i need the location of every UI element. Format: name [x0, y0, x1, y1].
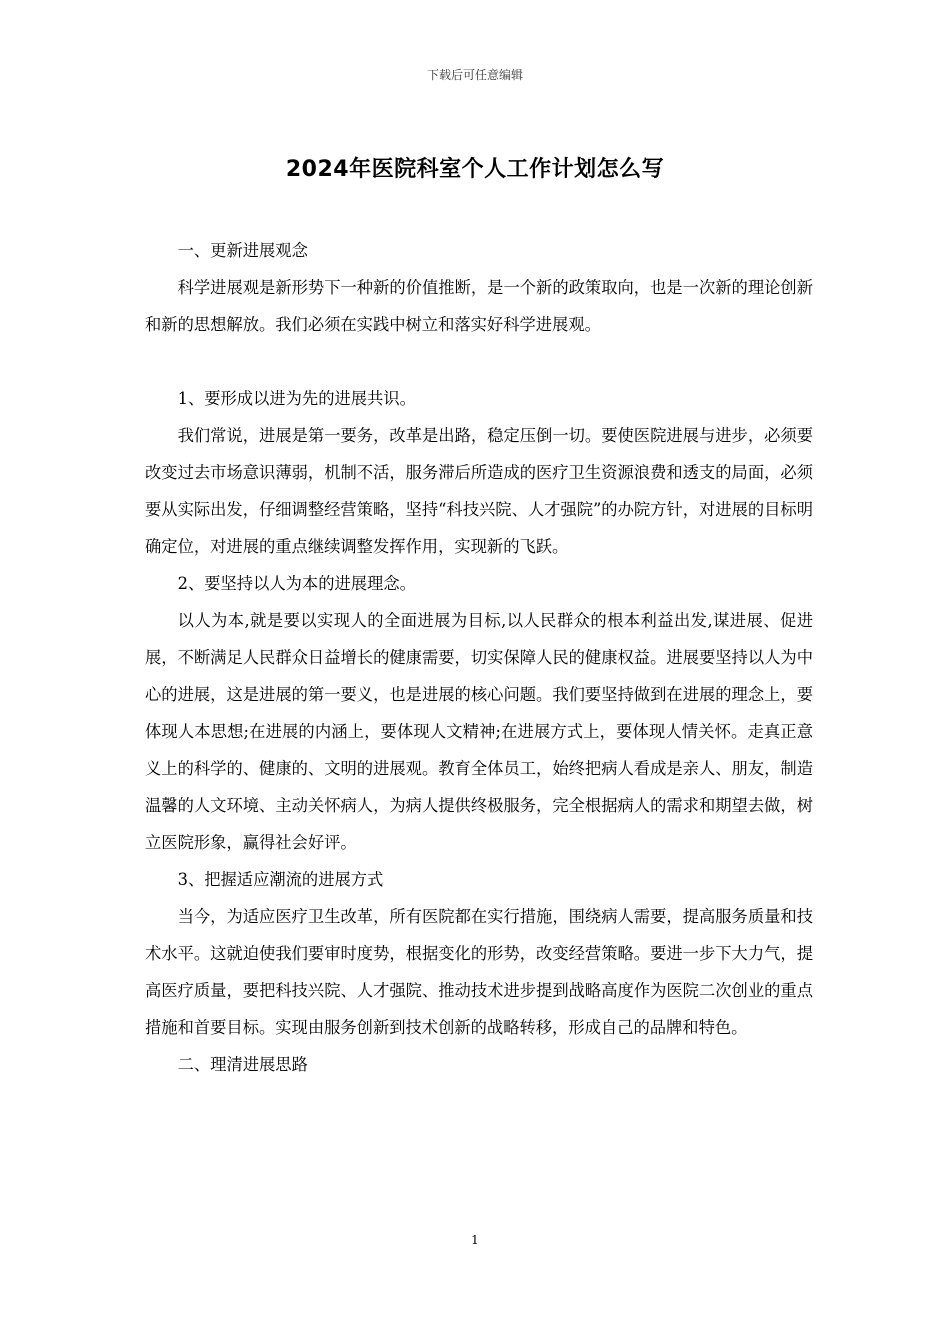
- body-paragraph: 我们常说，进展是第一要务，改革是出路，稳定压倒一切。要使医院进展与进步，必须要改变过去市场意识薄弱，机制不活，服务滞后所造成的医疗卫生资源浪费和透支的局面，必须要从实际出发，仔细调整经营策略，坚持“科技兴院、人才强院”的办院方针，对进展的目标明确定位，对进展的重点继续调整发挥作用，实现新的飞跃。: [145, 426, 813, 556]
- body-paragraph: 以人为本,就是要以实现人的全面进展为目标,以人民群众的根本利益出发,谋进展、促进展，不断满足人民群众日益增长的健康需要，切实保障人民的健康权益。进展要坚持以人为中心的进展，这是进展的第一要义，也是进展的核心问题。我们要坚持做到在进展的理念上，要体现人本思想;在进展的内涵上，要体现人文精神;在进展方式上，要体现人情关怀。走真正意义上的科学的、健康的、文明的进展观。教育全体员工，始终把病人看成是亲人、朋友，制造温馨的人文环境、主动关怀病人，为病人提供终极服务，完全根据病人的需求和期望去做，树立医院形象，赢得社会好评。: [145, 611, 813, 852]
- document-title: 2024年医院科室个人工作计划怎么写: [285, 157, 665, 182]
- subsection-heading-3: 3、把握适应潮流的进展方式: [177, 870, 384, 889]
- body-paragraph: 当今，为适应医疗卫生改革，所有医院都在实行措施，围绕病人需要，提高服务质量和技术水平。这就迫使我们要审时度势，根据变化的形势，改变经营策略。要进一步下大力气，提高医疗质量，要把科技兴院、人才强院、推动技术进步提到战略高度作为医院二次创业的重点措施和首要目标。实现由服务创新到技术创新的战略转移，形成自己的品牌和特色。: [145, 907, 813, 1037]
- subsection-heading-1: 1、要形成以进为先的进展共识。: [177, 389, 416, 408]
- body-paragraph: 科学进展观是新形势下一种新的价值推断，是一个新的政策取向，也是一次新的理论创新和新的思想解放。我们必须在实践中树立和落实好科学进展观。: [145, 278, 813, 334]
- page-number: 1: [471, 1233, 479, 1247]
- page-header-note: 下载后可任意编辑: [426, 68, 523, 82]
- subsection-heading-2: 2、要坚持以人为本的进展理念。: [177, 574, 416, 593]
- section-heading-2: 二、理清进展思路: [177, 1055, 308, 1074]
- document-body: [145, 232, 813, 1083]
- section-heading-1: 一、更新进展观念: [177, 241, 308, 260]
